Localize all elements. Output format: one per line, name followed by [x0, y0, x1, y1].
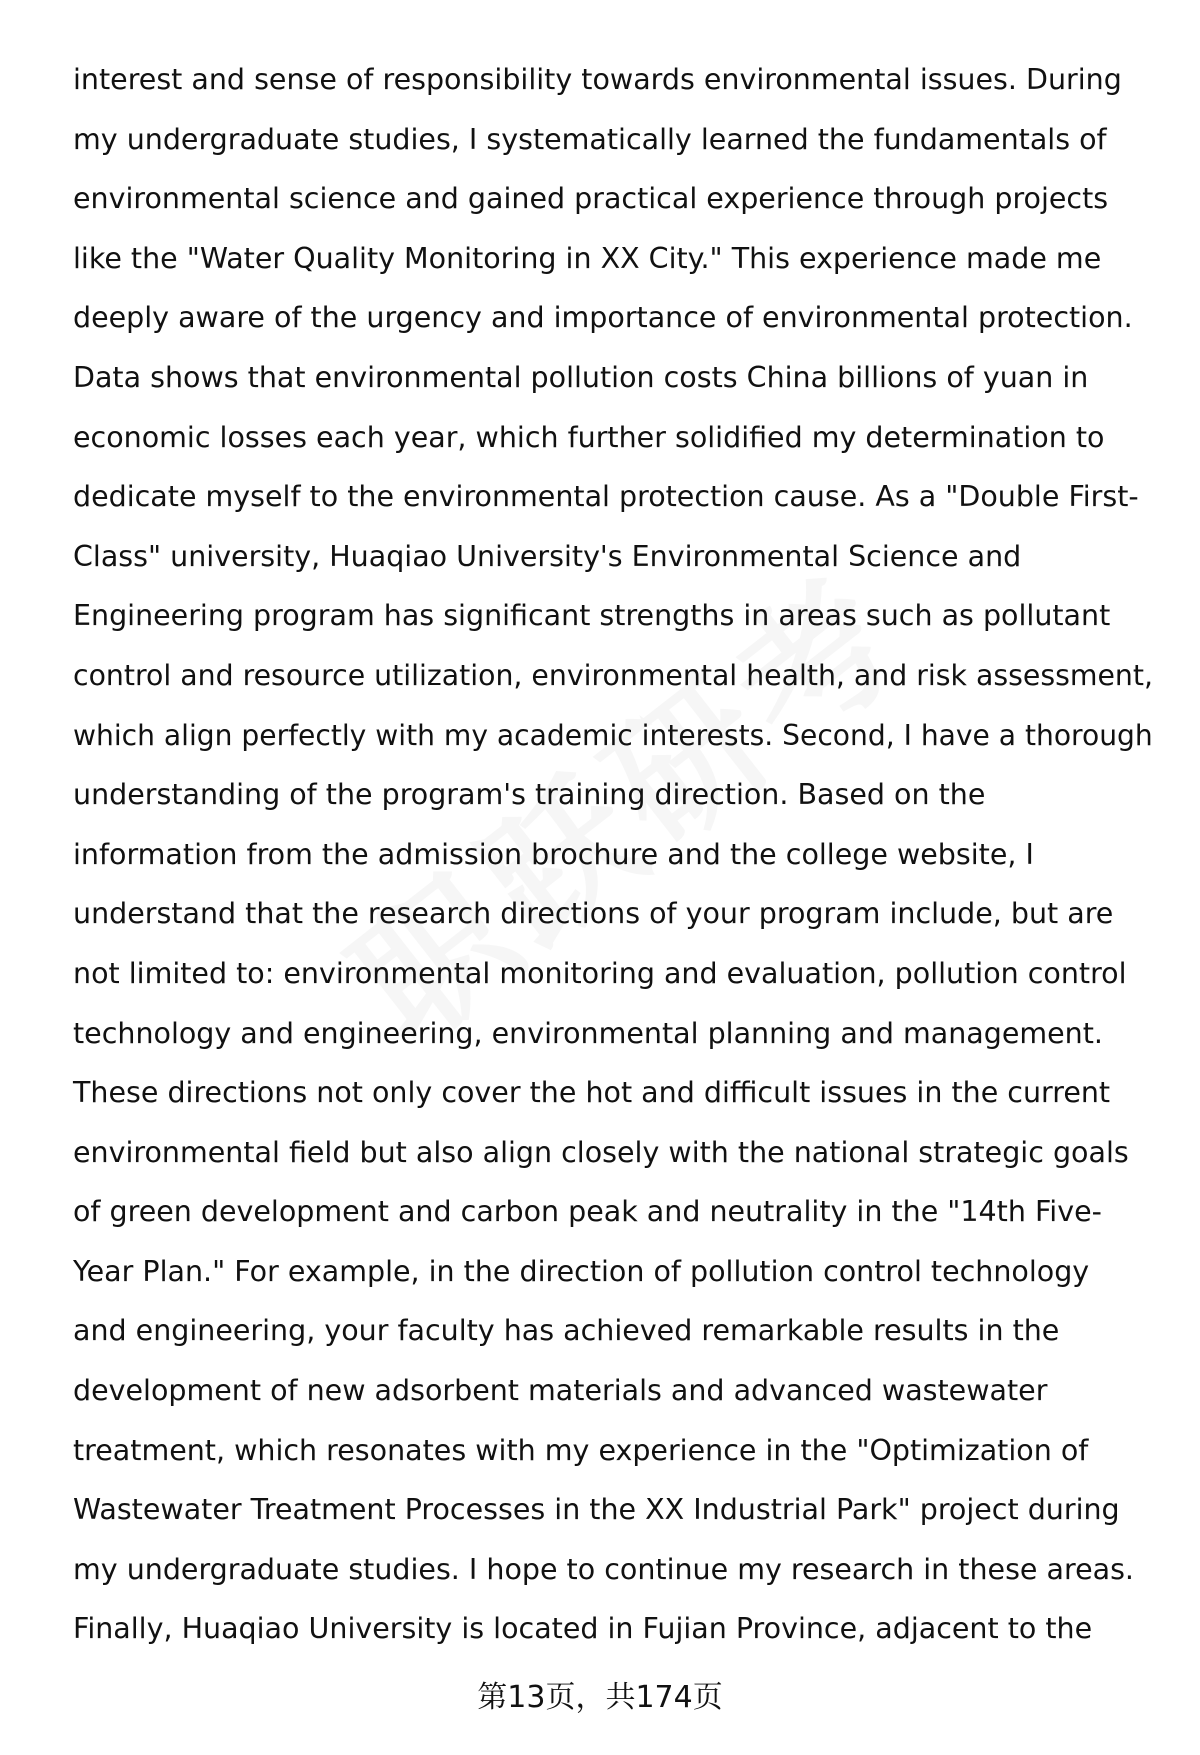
page-number: 第13页，共174页: [477, 1680, 723, 1715]
text-line: treatment, which resonates with my experience in the "Optimization of: [73, 1433, 1089, 1467]
text-line: Year Plan." For example, in the direction of pollution control technology: [73, 1254, 1090, 1288]
text-line: my undergraduate studies, I systematically learned the fundamentals of: [73, 122, 1107, 156]
text-line: which align perfectly with my academic interests. Second, I have a thorough: [73, 718, 1153, 752]
text-line: Finally, Huaqiao University is located in Fujian Province, adjacent to the: [73, 1612, 1093, 1646]
text-line: Class" university, Huaqiao University's Environmental Science and: [73, 539, 1022, 573]
text-line: Engineering program has significant strengths in areas such as pollutant: [73, 599, 1111, 633]
text-line: dedicate myself to the environmental protection cause. As a "Double First-: [73, 480, 1139, 514]
text-line: my undergraduate studies. I hope to continue my research in these areas.: [73, 1552, 1134, 1586]
text-line: not limited to: environmental monitoring and evaluation, pollution control: [73, 956, 1127, 990]
text-line: technology and engineering, environmental planning and management.: [73, 1016, 1103, 1050]
text-line: understanding of the program's training direction. Based on the: [73, 778, 986, 812]
text-line: environmental science and gained practical experience through projects: [73, 182, 1109, 216]
text-line: economic losses each year, which further solidified my determination to: [73, 420, 1105, 454]
text-line: control and resource utilization, environmental health, and risk assessment,: [73, 658, 1153, 692]
text-line: development of new adsorbent materials and advanced wastewater: [73, 1374, 1048, 1408]
body-paragraph: [73, 50, 1153, 1659]
text-line: of green development and carbon peak and neutrality in the "14th Five-: [73, 1195, 1102, 1229]
text-line: information from the admission brochure and the college website, I: [73, 837, 1034, 871]
text-line: understand that the research directions of your program include, but are: [73, 897, 1114, 931]
text-line: deeply aware of the urgency and importance of environmental protection.: [73, 301, 1133, 335]
text-line: like the "Water Quality Monitoring in XX City." This experience made me: [73, 241, 1102, 275]
text-line: Wastewater Treatment Processes in the XX Industrial Park" project during: [73, 1493, 1120, 1527]
text-line: interest and sense of responsibility towards environmental issues. During: [73, 63, 1122, 96]
text-line: These directions not only cover the hot and difficult issues in the current: [73, 1076, 1111, 1110]
text-line: Data shows that environmental pollution costs China billions of yuan in: [73, 360, 1089, 394]
text-line: and engineering, your faculty has achieved remarkable results in the: [73, 1314, 1060, 1348]
text-line: environmental field but also align closely with the national strategic goals: [73, 1135, 1129, 1169]
